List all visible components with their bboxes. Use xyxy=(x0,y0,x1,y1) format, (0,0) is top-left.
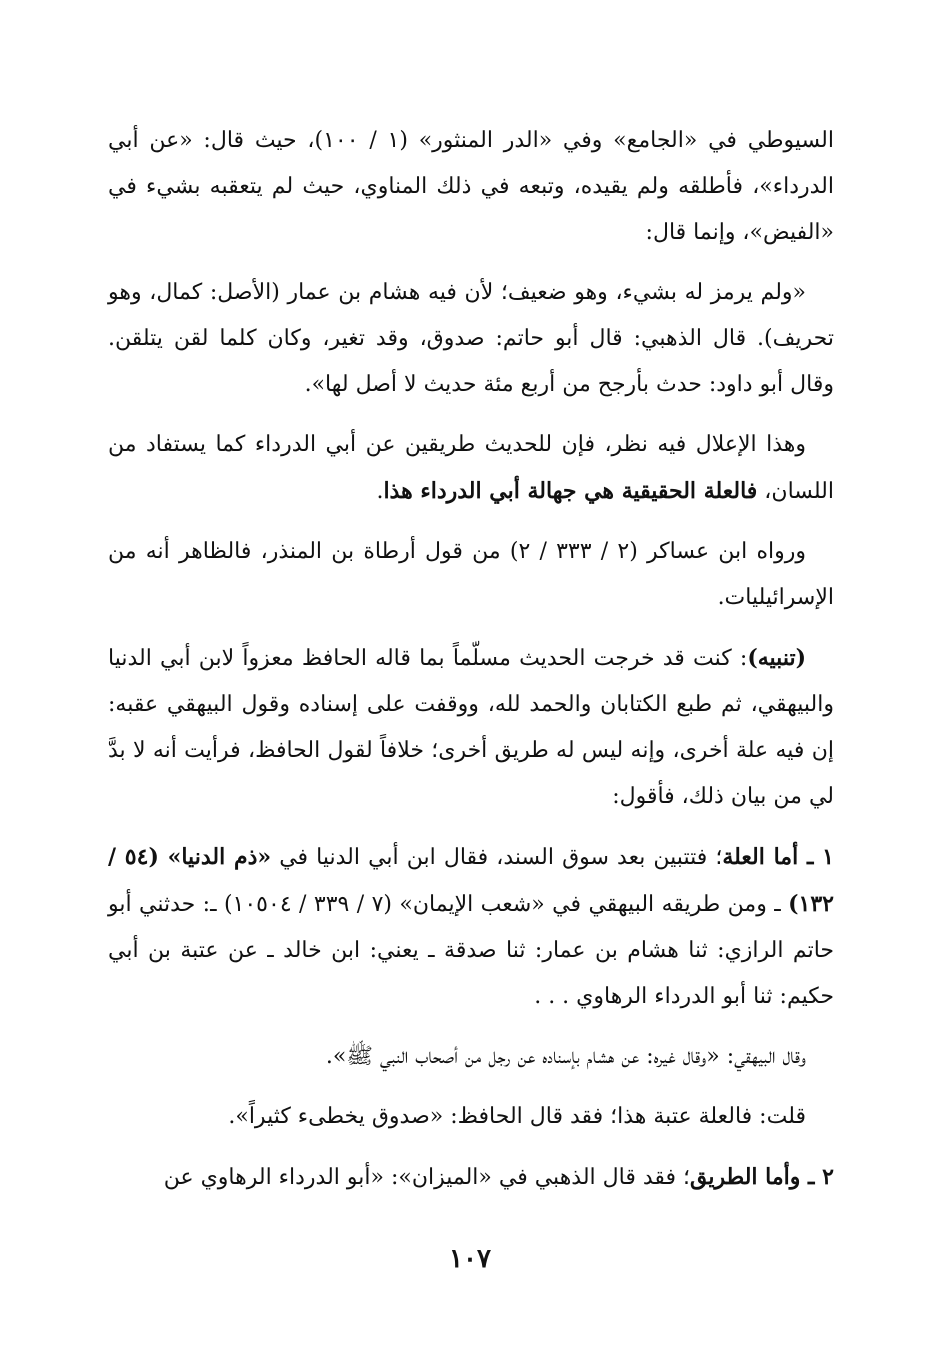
point-1-bold-reference: «ذم الدنيا» (٥٤ / ١٣٢) xyxy=(108,844,834,917)
paragraph-1: السيوطي في «الجامع» وفي «الدر المنثور» (١ / ١٠٠)، حيث قال: «عن أبي الدرداء»، فأطلقه ولم يقيده، وتبعه في ذلك المناوي، حيث لم يتعقبه بشيء في «الفيض»، وإنما قال: xyxy=(108,128,834,245)
page-body xyxy=(108,118,834,1215)
critique-text: وهذا الإعلال فيه نظر، فإن للحديث طريقين عن أبي الدرداء كما يستفاد من اللسان، xyxy=(108,432,834,504)
paragraph-conclusion: قلت: فالعلة عتبة هذا؛ فقد قال الحافظ: «صدوق يخطىء كثيراً». xyxy=(228,1104,806,1129)
page-number: ١٠٧ xyxy=(449,1244,491,1274)
critique-end: . xyxy=(376,479,384,504)
point-1-text: ؛ فتتبين بعد سوق السند، فقال ابن أبي الدنيا في xyxy=(271,845,723,870)
paragraph-ibn-asakir: ورواه ابن عساكر (٢ / ٣٣٣ / ٢) من قول أرطاة بن المنذر، فالظاهر أنه من الإسرائيليات. xyxy=(108,539,834,610)
point-2-text: ؛ فقد قال الذهبي في «الميزان»: «أبو الدرداء الرهاوي عن xyxy=(163,1165,691,1190)
paragraph-bayhaqi: وقال البيهقي: «وقال غيره: عن هشام بإسناده عن رجل من أصحاب النبي ﷺ». xyxy=(325,1044,806,1069)
note-text: : كنت قد خرجت الحديث مسلّماً بما قاله الحافظ معزواً لابن أبي الدنيا والبيهقي، ثم طبع الكتابان والحمد لله، ووقفت على إسناده وقول البيهقي عقبه: إن فيه علة أخرى، وإنه ليس له طريق أخرى؛ خلافاً لقول الحافظ، فرأيت أنه لا بدَّ لي من بيان ذلك، فأقول: xyxy=(108,646,834,809)
paragraph-point-2 xyxy=(108,1154,834,1201)
note-label: (تنبيه) xyxy=(747,645,806,671)
paragraph-critique xyxy=(108,422,834,515)
point-1-chain: ـ ومن طريقه البيهقي في «شعب الإيمان» (٧ / ٣٣٩ / ١٠٥٠٤) ـ: حدثني أبو حاتم الرازي: ثنا هشام بن عمار: ثنا صدقة ـ يعني: ابن خالد ـ عن عتبة بن أبي حكيم: ثنا أبو الدرداء الرهاوي . . . xyxy=(108,892,834,1009)
paragraph-quote-munawi: «ولم يرمز له بشيء، وهو ضعيف؛ لأن فيه هشام بن عمار (الأصل: كمال، وهو تحريف). قال الذهبي: قال أبو حاتم: صدوق، وقد تغير، وكان كلما لقن يتلقن. وقال أبو داود: حدث بأرجح من أربع مئة حديث لا أصل لها». xyxy=(108,280,834,397)
paragraph-note xyxy=(108,635,834,820)
critique-bold-conclusion: فالعلة الحقيقية هي جهالة أبي الدرداء هذا xyxy=(383,478,758,504)
point-1-heading: ١ ـ أما العلة xyxy=(722,844,834,870)
paragraph-point-1 xyxy=(108,834,834,1020)
point-2-heading: ٢ ـ وأما الطريق xyxy=(690,1164,834,1190)
